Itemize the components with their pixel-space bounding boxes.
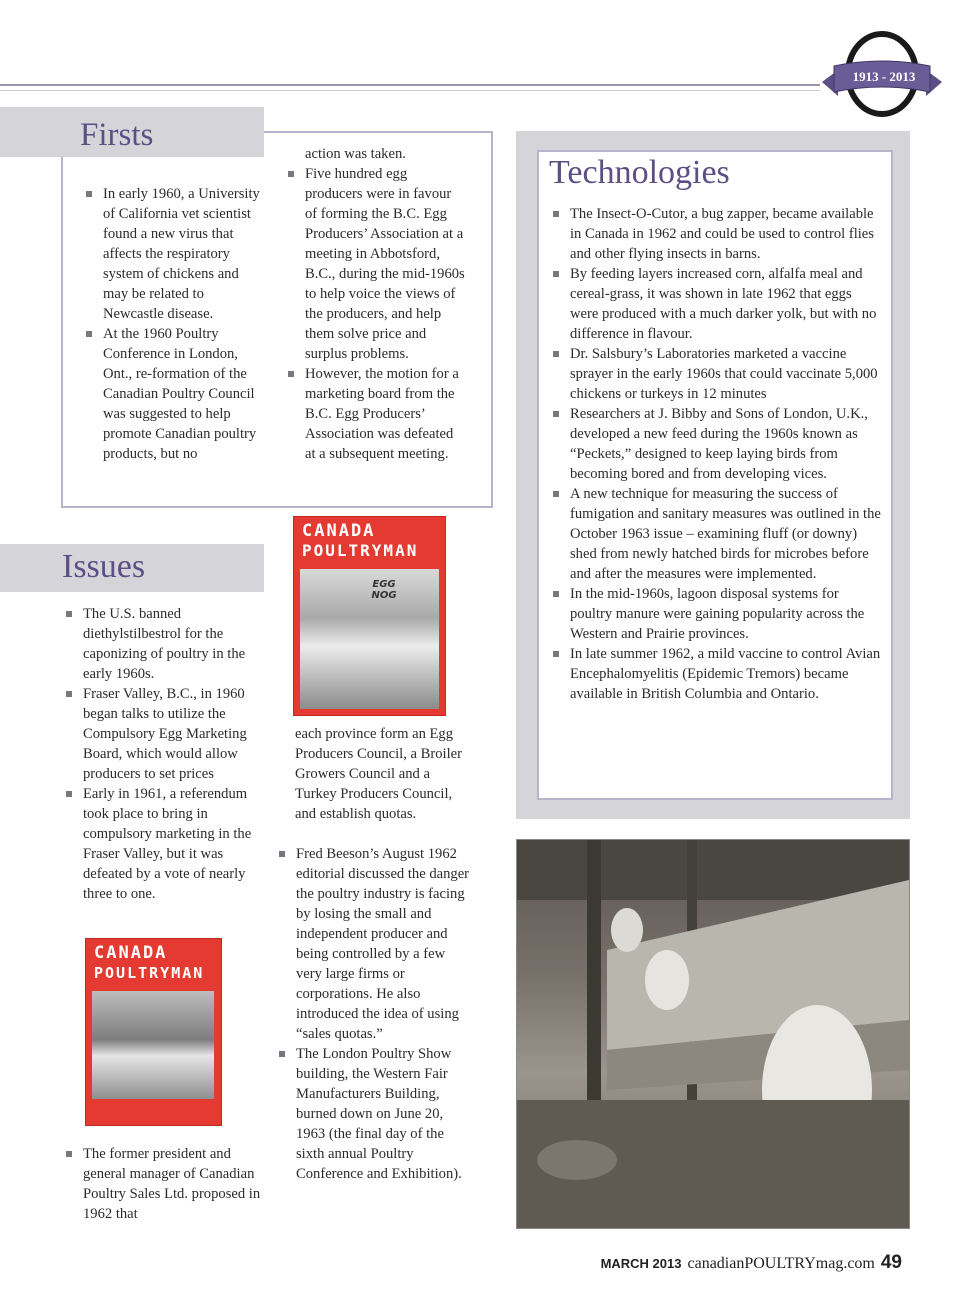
cover-masthead-line2: POULTRYMAN — [302, 541, 419, 560]
col2-continuation: each province form an Egg Producers Council, a Broiler Growers Council and a Turkey Producers Council, and establish quotas. — [295, 726, 462, 822]
issues-title: Issues — [62, 548, 146, 585]
technologies-title: Technologies — [549, 154, 730, 191]
issues-list-after-cover — [64, 1144, 262, 1224]
page-footer — [601, 1252, 902, 1274]
magazine-cover-egg-nog — [293, 516, 446, 716]
firsts-item: At the 1960 Poultry Conference in London, Ont., re-formation of the Canadian Poultry Council was suggested to help promote Canadian poultry products, but no — [84, 324, 264, 464]
firsts-tab — [0, 107, 264, 157]
col2-item: The London Poultry Show building, the Western Fair Manufacturers Building, burned down on June 20, 1963 (the final day of the sixth annual Poultry Conference and Exhibition). — [277, 1044, 473, 1184]
issues-item: The former president and general manager of Canadian Poultry Sales Ltd. proposed in 1962 that — [64, 1144, 262, 1224]
technologies-item: Researchers at J. Bibby and Sons of London, U.K., developed a new feed during the 1960s known as “Peckets,” designed to keep laying birds from becoming bored and from developing vices. — [551, 404, 883, 484]
issues-list — [64, 604, 262, 904]
cover-masthead-line1: CANADA — [94, 943, 168, 963]
page-number: 49 — [880, 1252, 902, 1273]
firsts-item: However, the motion for a marketing board from the B.C. Egg Producers’ Association was defeated at a subsequent meeting. — [286, 364, 466, 464]
firsts-continuation: action was taken. — [305, 146, 406, 162]
firsts-item: Five hundred egg producers were in favour of forming the B.C. Egg Producers’ Association at a meeting in Abbotsford, B.C., during the mid-1960s to help voice the views of the producers, and help them solve price and surplus problems. — [286, 164, 466, 364]
badge-years: 1913 - 2013 — [852, 69, 916, 84]
barn-photo-drawing — [517, 840, 909, 1228]
issues-item: Fraser Valley, B.C., in 1960 began talks to utilize the Compulsory Egg Marketing Board, which would allow producers to set prices — [64, 684, 262, 784]
technologies-list — [551, 204, 883, 704]
technologies-item: Dr. Salsbury’s Laboratories marketed a vaccine sprayer in the early 1960s that could vaccinate 5,000 chickens or turkeys in 12 minutes — [551, 344, 883, 404]
cover-masthead-line1: CANADA — [302, 521, 376, 541]
header-rule-thin — [0, 90, 820, 91]
footer-date: MARCH 2013 — [600, 1256, 682, 1271]
issues-item: The U.S. banned diethylstilbestrol for the caponizing of poultry in the early 1960s. — [64, 604, 262, 684]
header-rule — [0, 84, 820, 86]
firsts-list-col2 — [286, 164, 466, 464]
cover-sign-egg-nog: EGG NOG — [371, 579, 397, 601]
issues-item: Early in 1961, a referendum took place to bring in compulsory marketing in the Fraser Valley, but it was defeated by a vote of nearly three to one. — [64, 784, 262, 904]
cover-photo-egg-nog — [300, 569, 439, 709]
cover-masthead-line2: POULTRYMAN — [94, 964, 205, 982]
col2-item: Fred Beeson’s August 1962 editorial discussed the danger the poultry industry is facing by losing the small and independent producer and being controlled by a few very large firms or corporations. He also introduced the idea of using “sales quotas.” — [277, 844, 473, 1044]
chicken-barn-photo — [516, 839, 910, 1229]
issues-tab — [0, 544, 264, 592]
firsts-item: In early 1960, a University of California vet scientist found a new virus that affects the respiratory system of chickens and may be related to Newcastle disease. — [84, 184, 264, 324]
technologies-item: By feeding layers increased corn, alfalfa meal and cereal-grass, it was shown in late 1962 that eggs were produced with a much darker yolk, but with no difference in flavour. — [551, 264, 883, 344]
technologies-item: In the mid-1960s, lagoon disposal systems for poultry manure were gaining popularity across the Western and Prairie provinces. — [551, 584, 883, 644]
technologies-item: The Insect-O-Cutor, a bug zapper, became available in Canada in 1962 and could be used to control flies and other flying insects in barns. — [551, 204, 883, 264]
technologies-item: A new technique for measuring the success of fumigation and sanitary measures was outlined in the October 1963 issue – examining fluff (or downy) shed from newly hatched birds for microbes before and after the measures were implemented. — [551, 484, 883, 584]
cover-photo-meeting — [92, 991, 214, 1099]
firsts-list-col1 — [84, 184, 264, 464]
col2-list — [277, 844, 473, 1184]
footer-site: canadianPOULTRYmag.com — [687, 1255, 875, 1272]
technologies-item: In late summer 1962, a mild vaccine to control Avian Encephalomyelitis (Epidemic Tremors) became available in British Columbia and Ontario. — [551, 644, 883, 704]
firsts-title: Firsts — [80, 117, 154, 153]
magazine-cover-meeting — [85, 938, 222, 1126]
